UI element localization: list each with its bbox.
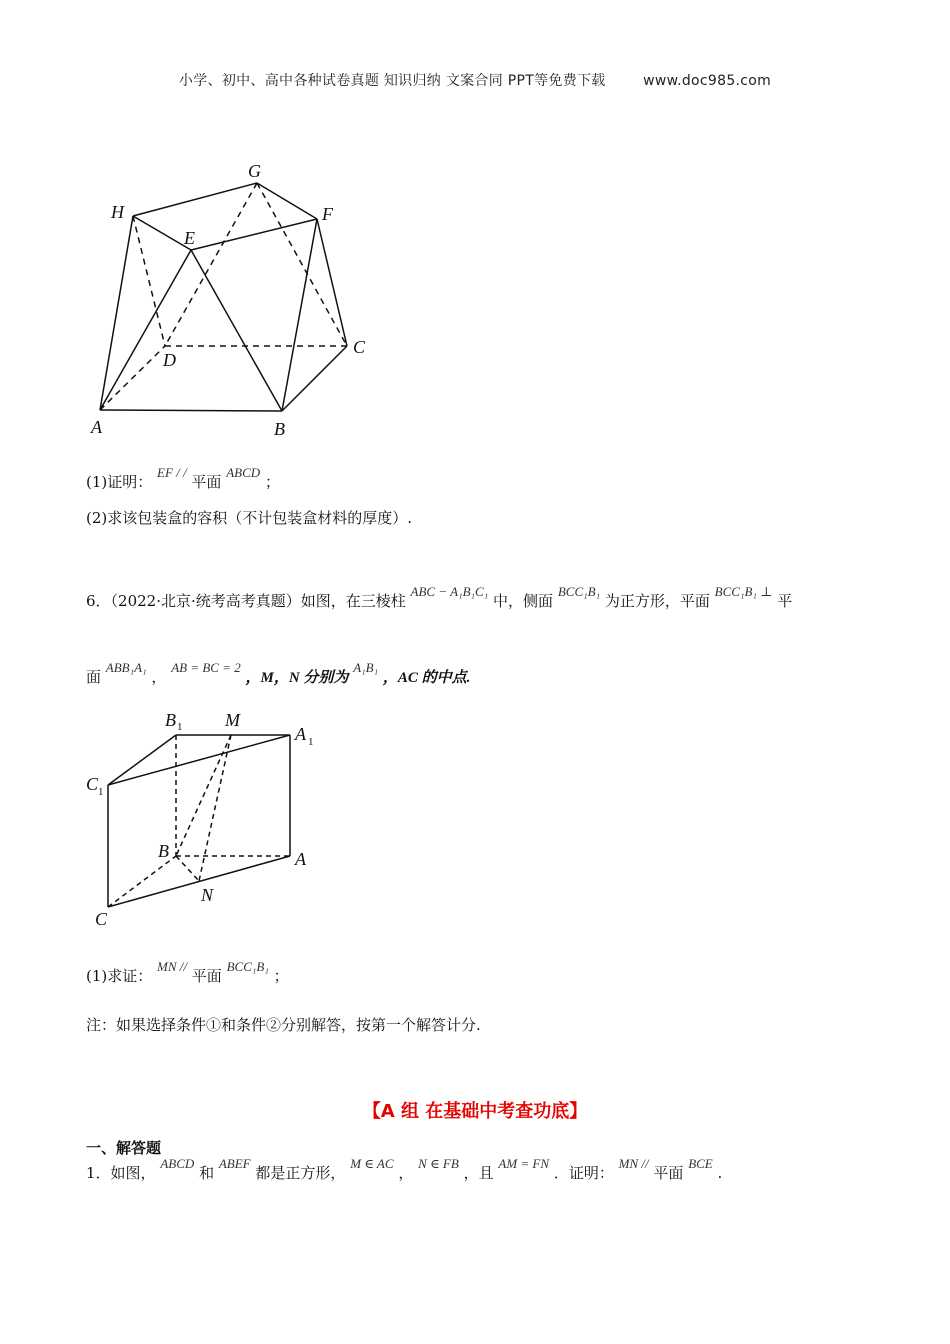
label-D: D [163, 350, 176, 370]
edge-MB [176, 735, 231, 856]
edge-HG [133, 183, 257, 216]
edge-HD [133, 216, 165, 346]
label-C: C [95, 909, 108, 929]
math-ABCD: ABCD [226, 465, 261, 480]
math-a1b1: A₁B₁ [353, 660, 379, 675]
edge-FC [317, 219, 347, 346]
q5-part2: (2)求该包装盒的容积（不计包装盒材料的厚度）. [86, 509, 413, 527]
section-title: 【A 组 在基础中考查功底】 [362, 1101, 588, 1122]
math-n-in-fb: N ∈ FB [418, 1156, 459, 1171]
label-C: C [353, 337, 366, 357]
edge-EB [191, 250, 282, 411]
math-mn-parallel-2: MN // [618, 1156, 649, 1171]
math-face-perp: BCC₁B₁ ⊥ [714, 584, 773, 599]
edge-CA [108, 856, 290, 907]
edge-C1A1 [108, 735, 290, 785]
label-C1-sub: 1 [98, 786, 104, 798]
q6-part1: (1)求证： MN // 平面 BCC₁B₁ ； [86, 959, 289, 985]
math-m-in-ac: M ∈ AC [350, 1156, 394, 1171]
edge-GC [257, 183, 347, 346]
q5-part1: (1)证明： EF / / 平面 ABCD ； [86, 465, 280, 491]
edge-CB [108, 856, 176, 907]
label-E: E [184, 228, 195, 248]
edge-GD [165, 183, 257, 346]
label-A1: A [295, 724, 306, 744]
math-bcc1b1: BCC₁B₁ [226, 959, 269, 974]
label-A: A [295, 849, 306, 869]
q1-statement: 1．如图， ABCD 和 ABEF 都是正方形， M ∈ AC ， N ∈ FB ，且 AM = FN ．证明： MN // 平面 BCE . [86, 1156, 723, 1182]
label-C1: C [86, 774, 99, 794]
note-text: 注：如果选择条件①和条件②分别解答，按第一个解答计分. [86, 1016, 481, 1034]
label-B: B [158, 841, 169, 861]
label-B1-sub: 1 [177, 721, 183, 733]
header-url: www.doc985.com [643, 73, 772, 89]
math-face-bcc1b1: BCC₁B₁ [557, 584, 601, 599]
math-mn-parallel: MN // [157, 959, 188, 974]
label-B: B [274, 419, 285, 439]
label-A: A [91, 417, 102, 437]
label-H: H [111, 202, 124, 222]
math-ab-bc-2: AB = BC = 2 [171, 660, 241, 675]
label-B1: B [165, 710, 176, 730]
label-M: M [225, 710, 240, 730]
math-EF-parallel: EF / / [157, 465, 187, 480]
math-bce: BCE [688, 1156, 713, 1171]
edge-EF [191, 219, 317, 250]
edge-GF [257, 183, 317, 219]
label-A1-sub: 1 [308, 736, 314, 748]
q6-line1: 6．（2022·北京·统考高考真题）如图，在三棱柱 ABC − A₁B₁C₁ 中，侧面 BCC₁B₁ 为正方形，平面 BCC₁B₁ ⊥ 平 [86, 584, 793, 610]
math-abcd: ABCD [160, 1156, 195, 1171]
label-N: N [201, 885, 214, 905]
edge-MN [199, 735, 231, 881]
label-G: G [248, 161, 261, 181]
edge-C1B1 [108, 735, 176, 785]
header-text: 小学、初中、高中各种试卷真题 知识归纳 文案合同 PPT等免费下载 [178, 73, 606, 89]
math-plane-abb1a1: ABB₁A₁ [105, 660, 147, 675]
figure-prism [80, 705, 330, 935]
edge-BN [176, 856, 199, 881]
page-header [0, 70, 950, 90]
subheading: 一、解答题 [86, 1139, 162, 1157]
math-am-fn: AM = FN [498, 1156, 550, 1171]
figure-polyhedron [85, 150, 385, 440]
label-F: F [322, 204, 333, 224]
q6-line2: 面 ABB₁A₁ ， AB = BC = 2 ，M，N 分别为 A₁B₁ ，AC 的中点. [86, 660, 471, 686]
math-abef: ABEF [218, 1156, 251, 1171]
edge-HE [133, 216, 191, 250]
edge-AB [100, 410, 282, 411]
math-prism: ABC − A₁B₁C₁ [410, 584, 489, 599]
